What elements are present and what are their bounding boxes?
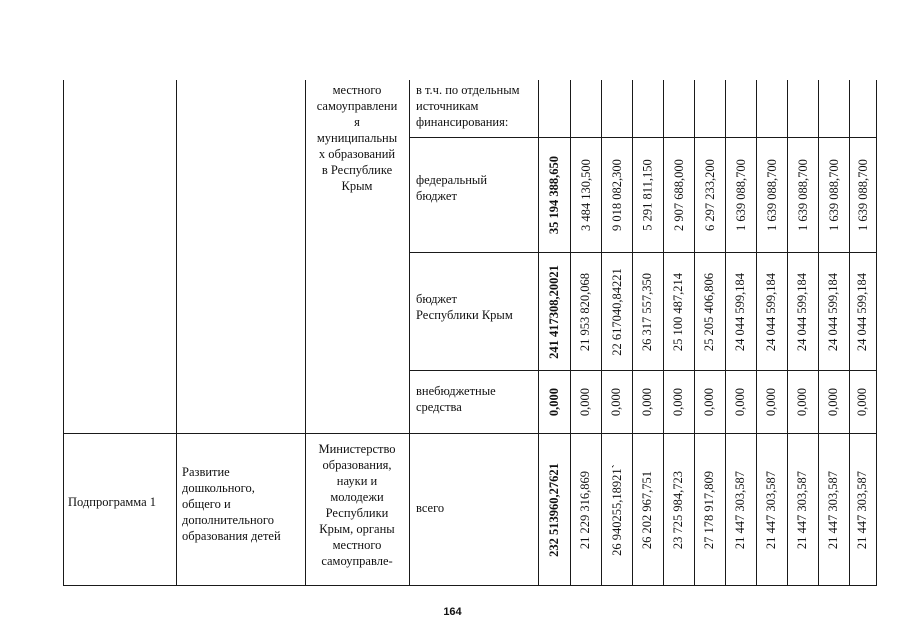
republic-value: 22 617040,84221 [609, 267, 624, 356]
offbudget-value: 0,000 [702, 387, 717, 417]
offbudget-value: 0,000 [733, 387, 748, 417]
republic-value: 21 953 820,068 [578, 272, 593, 351]
offbudget-value: 0,000 [826, 387, 841, 417]
source-label-breakdown: в т.ч. по отдельным источникам финансирования: [416, 83, 520, 129]
federal-value: 1 639 088,700 [764, 159, 779, 231]
federal-value: 6 297 233,200 [702, 159, 717, 231]
offbudget-value: 0,000 [578, 387, 593, 417]
federal-value: 3 484 130,500 [578, 159, 593, 231]
federal-total: 35 194 388,650 [547, 155, 561, 235]
table-hline [63, 585, 876, 586]
subprogram-name: Развитие дошкольного, общего и дополнительного образования детей [182, 465, 281, 543]
offbudget-value: 0,000 [671, 387, 686, 417]
republic-value: 24 044 599,184 [826, 272, 841, 351]
subprogram-executor: Министерство образования, науки и молодежи Республики Крым, органы местного самоуправле- [318, 442, 396, 568]
republic-value: 25 205 406,806 [702, 272, 717, 351]
federal-value: 1 639 088,700 [733, 159, 748, 231]
federal-value: 1 639 088,700 [795, 159, 810, 231]
offbudget-value: 0,000 [640, 387, 655, 417]
subprogram-value: 21 229 316,869 [578, 470, 593, 549]
subprogram-value: 21 447 303,587 [764, 470, 779, 549]
subprogram-status: Подпрограмма 1 [68, 495, 157, 509]
source-label-federal: федеральный бюджет [416, 173, 488, 203]
offbudget-total: 0,000 [547, 387, 561, 417]
subprogram-value: 26 202 967,751 [640, 470, 655, 549]
subprogram-value: 21 447 303,587 [855, 470, 870, 549]
republic-value: 24 044 599,184 [855, 272, 870, 351]
republic-value: 26 317 557,350 [640, 272, 655, 351]
table-vline [305, 80, 306, 586]
federal-value: 9 018 082,300 [609, 159, 624, 231]
subprogram-value: 21 447 303,587 [733, 470, 748, 549]
offbudget-value: 0,000 [795, 387, 810, 417]
subprogram-value: 21 447 303,587 [795, 470, 810, 549]
source-label-offbudget: внебюджетные средства [416, 384, 496, 414]
subprogram-value: 21 447 303,587 [826, 470, 841, 549]
offbudget-value: 0,000 [609, 387, 624, 417]
source-label-republic: бюджет Республики Крым [416, 292, 513, 322]
republic-value: 24 044 599,184 [795, 272, 810, 351]
republic-value: 24 044 599,184 [764, 272, 779, 351]
republic-value: 24 044 599,184 [733, 272, 748, 351]
federal-value: 1 639 088,700 [826, 159, 841, 231]
subprogram-value: 23 725 984,723 [671, 470, 686, 549]
offbudget-value: 0,000 [764, 387, 779, 417]
table-vline [876, 80, 877, 586]
table-vline [63, 80, 64, 586]
offbudget-value: 0,000 [855, 387, 870, 417]
federal-value: 1 639 088,700 [855, 159, 870, 231]
executor-cell-continued: местного самоуправлени я муниципальны х образований в Республике Крым [316, 83, 398, 193]
federal-value: 2 907 688,000 [671, 159, 686, 231]
table-vline [409, 80, 410, 586]
table-vline [176, 80, 177, 586]
republic-value: 25 100 487,214 [671, 272, 686, 351]
subprogram-total: 232 513960,27621 [547, 462, 561, 557]
subprogram-source: всего [416, 501, 445, 515]
subprogram-value: 26 940255,18921` [609, 463, 624, 556]
republic-total: 241 417308,20021 [547, 264, 561, 359]
subprogram-value: 27 178 917,809 [702, 470, 717, 549]
page-number: 164 [443, 606, 462, 618]
federal-value: 5 291 811,150 [640, 159, 655, 231]
